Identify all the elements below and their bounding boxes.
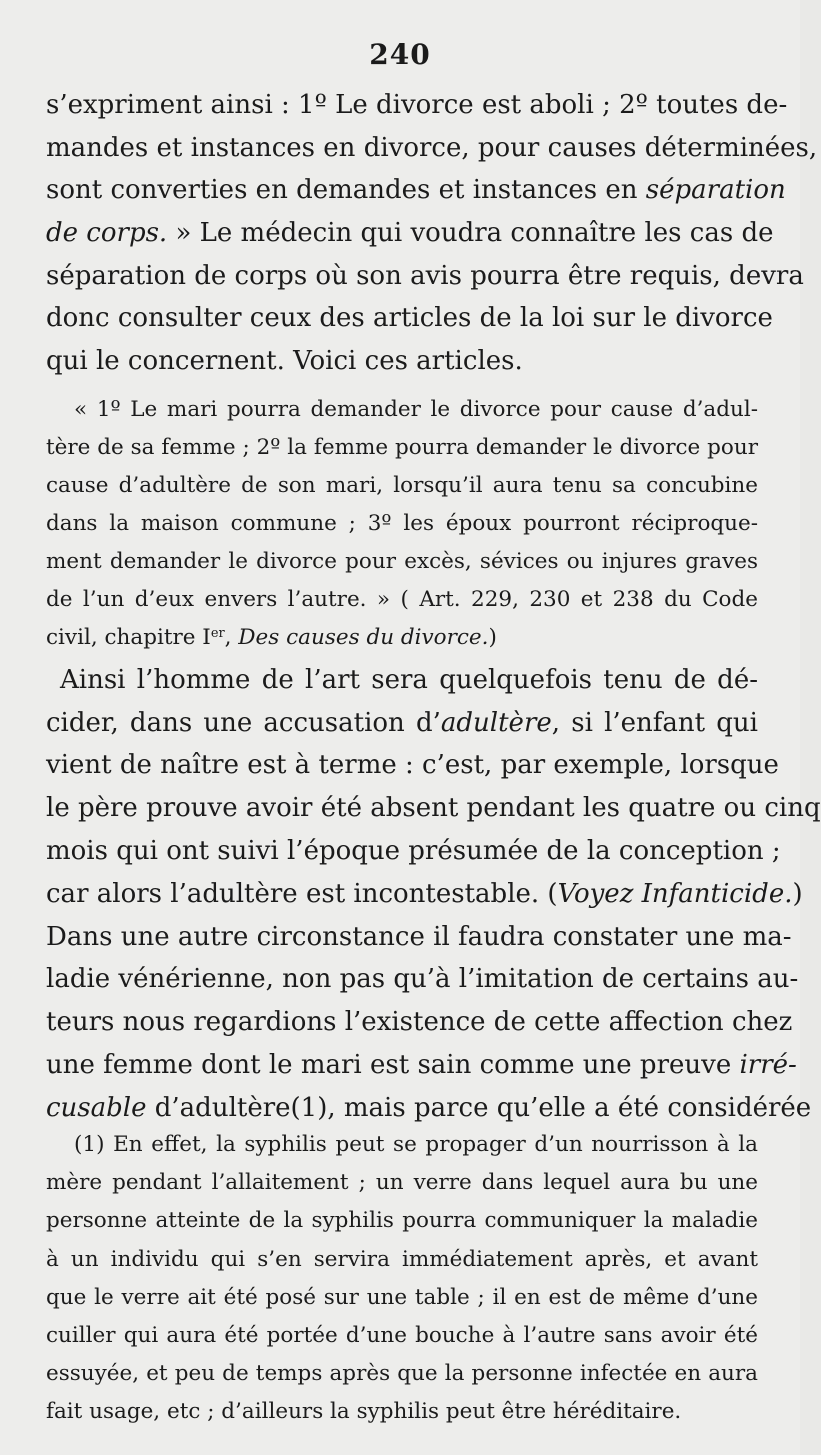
text-line [46,1044,797,1087]
text-line: s’expriment ainsi : 1º Le divorce est aboli ; 2º toutes de- [46,90,788,120]
text-line: donc consulter ceux des articles de la loi sur le divorce [46,303,773,334]
paragraph-1 [46,84,818,383]
quote-line: tère de sa femme ; 2º la femme pourra demander le divorce pour [46,434,758,460]
footnote-line: mère pendant l’allaitement ; un verre dans lequel aura bu une [46,1170,758,1196]
quote-line: de l’un d’eux envers l’autre. » ( Art. 229, 230 et 238 du Code [46,586,758,612]
footnote-line: personne atteinte de la syphilis pourra communiquer la maladie [46,1208,758,1234]
text-line: le père prouve avoir été absent pendant les quatre ou cinq [46,793,821,824]
quote-line: « 1º Le mari pourra demander le divorce pour cause d’adul- [74,396,758,422]
quote-line: dans la maison commune ; 3º les époux pourront réciproque- [46,510,758,536]
paragraph-2 [46,659,821,1130]
footnote-line: fait usage, etc ; d’ailleurs la syphilis peut être héréditaire. [46,1399,682,1425]
italic-term: de corps. [46,218,168,249]
text-line: séparation de corps où son avis pourra être requis, devra [46,260,804,291]
quote-line: ment demander le divorce pour excès, sévices ou injures graves [46,548,758,574]
text-line: qui le concernent. Voici ces articles. [46,346,523,377]
quote-line: cause d’adultère de son mari, lorsqu’il aura tenu sa concubine [46,472,758,498]
text-segment: , si l’enfant qui [551,707,758,738]
text-segment: » Le médecin qui voudra connaître les cas de [167,218,774,249]
text-segment: civil, chapitre I [46,624,211,650]
text-segment: car alors l’adultère est incontestable. ( [46,878,558,909]
italic-term: irré- [739,1049,797,1080]
italic-term: adultère [440,707,552,738]
footnote-line: essuyée, et peu de temps après que la personne infectée en aura [46,1361,758,1387]
text-segment: d’adultère(1), mais parce qu’elle a été considérée [146,1092,812,1123]
text-segment: cider, dans une accusation d’ [46,707,441,738]
italic-reference: Voyez Infanticide. [557,878,793,909]
text-segment: ) [488,624,497,650]
text-line: vient de naître est à terme : c’est, par exemple, lorsque [46,750,779,781]
quoted-articles [46,391,758,657]
text-segment: ) [792,878,803,909]
text-line: ladie vénérienne, non pas qu’à l’imitation de certains au- [46,964,799,995]
italic-title: Des causes du divorce. [238,624,489,650]
text-segment: une femme dont le mari est sain comme une preuve [46,1049,740,1080]
text-segment: sont converties en demandes et instances en [46,175,646,206]
text-line: Dans une autre circonstance il faudra constater une ma- [46,921,792,952]
italic-term: cusable [46,1092,147,1123]
text-line [46,169,786,212]
text-segment: , [224,624,239,650]
text-line [46,702,758,745]
footnote-line: (1) En effet, la syphilis peut se propager d’un nourrisson à la [74,1132,758,1157]
footnote-line: que le verre ait été posé sur une table ; il en est de même d’une [46,1284,758,1310]
text-line [46,212,774,255]
footnote-line: à un individu qui s’en servira immédiatement après, et avant [46,1246,758,1272]
page-number: 240 [369,38,431,71]
text-line: mandes et instances en divorce, pour causes déterminées, [46,132,818,163]
quote-line [46,619,758,657]
text-line: teurs nous regardions l’existence de cette affection chez [46,1007,793,1038]
text-line [46,1087,812,1130]
page-body [46,84,821,1130]
footnote-line: cuiller qui aura été portée d’une bouche à l’autre sans avoir été [46,1322,758,1348]
text-line: mois qui ont suivi l’époque présumée de la conception ; [46,836,781,866]
text-line: Ainsi l’homme de l’art sera quelquefois tenu de dé- [60,664,758,695]
footnote [46,1126,758,1432]
italic-term: séparation [645,175,786,206]
text-line [46,873,803,916]
superscript: er [210,625,225,641]
